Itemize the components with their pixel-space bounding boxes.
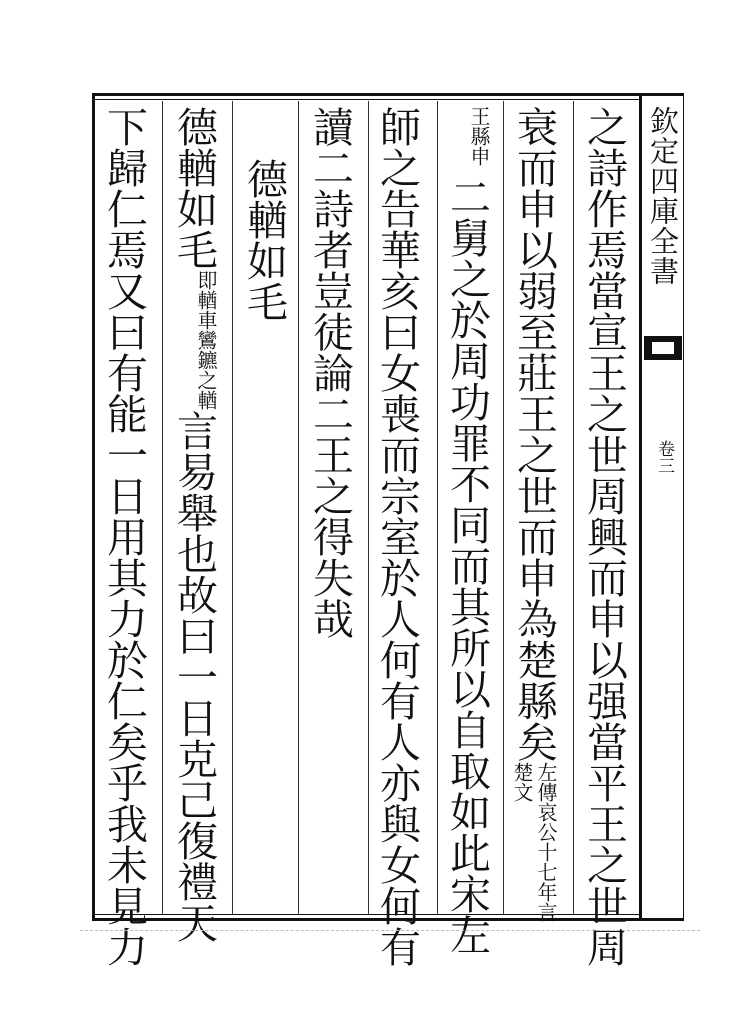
- annotation-note: 即輶車鸞鑣之輶: [194, 270, 218, 410]
- column-text: 下歸仁焉又曰有能一日用其力於仁矣乎我未見力: [100, 106, 148, 967]
- column-divider: [437, 101, 438, 914]
- text-column-3: [443, 106, 491, 955]
- scan-artifact-line: [80, 930, 700, 931]
- column-divider: [573, 101, 574, 914]
- column-divider: [232, 101, 233, 914]
- column-text: 二舅之於周功罪不同而其所以自取如此宋左: [443, 176, 491, 955]
- fish-tail-mark: [644, 336, 682, 360]
- annotation-note: 左傳哀公十七年言楚文: [510, 762, 558, 922]
- column-text: 德輶如毛: [170, 106, 218, 270]
- column-divider: [368, 101, 369, 914]
- column-text: 衰而申以弱至莊王之世而申為楚縣矣: [510, 106, 558, 762]
- column-text-continued: 言易舉也故曰一日克己復禮天: [170, 410, 218, 943]
- column-text: 讀二詩者豈徒論二王之得失哉: [306, 106, 354, 639]
- column-text: 之詩作焉當宣王之世周興而申以强當平王之世周: [580, 106, 628, 967]
- text-column-4: [373, 106, 421, 967]
- text-column-2: [510, 106, 558, 922]
- column-divider: [162, 101, 163, 914]
- annotation-note: 王縣申: [467, 106, 491, 166]
- column-divider: [503, 101, 504, 914]
- column-divider: [298, 101, 299, 914]
- text-column-7: [170, 106, 218, 943]
- text-column-1: [580, 106, 628, 967]
- book-title: 欽定四庫全書: [646, 106, 680, 286]
- column-text: 德輶如毛: [240, 158, 288, 322]
- top-rule: [92, 99, 642, 100]
- volume-label: 卷三: [654, 440, 674, 474]
- text-column-6: [240, 158, 288, 958]
- text-column-8: [100, 106, 148, 967]
- text-column-5: [306, 106, 354, 906]
- column-text: 師之告華亥曰女喪而宗室於人何有人亦與女何有: [373, 106, 421, 967]
